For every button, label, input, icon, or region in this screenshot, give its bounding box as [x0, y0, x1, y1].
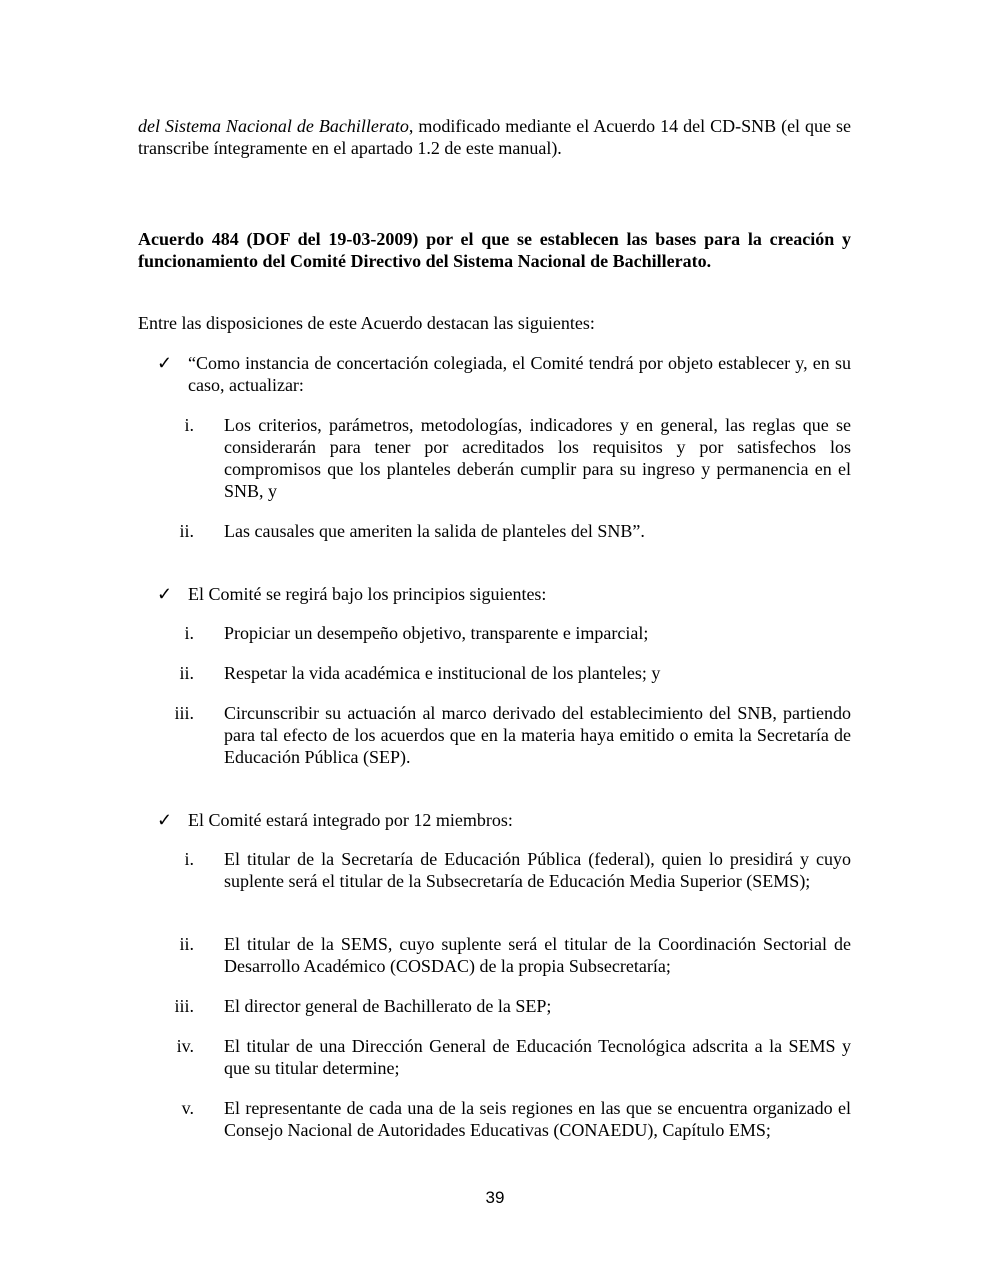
- list-item: [150, 622, 851, 644]
- check-item-text: El Comité se regirá bajo los principios siguientes:: [188, 584, 547, 604]
- check-item: [157, 352, 851, 396]
- list-item: [150, 995, 851, 1017]
- intro-text: , modificado mediante el Acuerdo 14 del CD-SNB (el que se transcribe íntegramente en el apartado 1.2 de este manual).: [138, 116, 851, 158]
- list-item: [150, 848, 851, 892]
- item-text: Las causales que ameriten la salida de planteles del SNB”.: [224, 521, 645, 541]
- item-number: v.: [181, 1098, 194, 1118]
- item-text: El titular de una Dirección General de Educación Tecnológica adscrita a la SEMS y que su titular determine;: [224, 1036, 851, 1078]
- checkmark-icon: ✓: [157, 353, 173, 373]
- list-item: [150, 520, 851, 542]
- list-item: [150, 1097, 851, 1141]
- item-text: Circunscribir su actuación al marco derivado del establecimiento del SNB, partiendo para tal efecto de los acuerdos que en la materia haya emitido o emita la Secretaría de Educación Pública (SEP).: [224, 703, 851, 767]
- item-text: El director general de Bachillerato de la SEP;: [224, 996, 552, 1016]
- checkmark-icon: ✓: [157, 810, 173, 830]
- item-number: iv.: [176, 1036, 194, 1056]
- section-heading: Acuerdo 484 (DOF del 19-03-2009) por el que se establecen las bases para la creación y funcionamiento del Comité Directivo del Sistema Nacional de Bachillerato.: [138, 229, 851, 271]
- checkmark-icon: ✓: [157, 584, 173, 604]
- item-text: Respetar la vida académica e institucional de los planteles; y: [224, 663, 661, 683]
- item-number: ii.: [179, 934, 194, 954]
- item-number: iii.: [174, 703, 194, 723]
- item-number: i.: [184, 849, 194, 869]
- check-item-text: “Como instancia de concertación colegiada, el Comité tendrá por objeto establecer y, en su caso, actualizar:: [188, 353, 851, 395]
- intro-italic: del Sistema Nacional de Bachillerato: [138, 116, 409, 136]
- lead-paragraph: Entre las disposiciones de este Acuerdo destacan las siguientes:: [138, 313, 595, 333]
- intro-paragraph: [138, 115, 851, 159]
- list-item: [150, 414, 851, 502]
- list-item: [150, 933, 851, 977]
- list-item: [150, 1035, 851, 1079]
- list-item: [150, 702, 851, 768]
- item-number: i.: [184, 415, 194, 435]
- check-item: [157, 583, 851, 605]
- item-number: ii.: [179, 663, 194, 683]
- item-text: El titular de la Secretaría de Educación Pública (federal), quien lo presidirá y cuyo suplente será el titular de la Subsecretaría de Educación Media Superior (SEMS);: [224, 849, 851, 891]
- list-item: [150, 662, 851, 684]
- check-item-text: El Comité estará integrado por 12 miembros:: [188, 810, 513, 830]
- item-text: El titular de la SEMS, cuyo suplente será el titular de la Coordinación Sectorial de Desarrollo Académico (COSDAC) de la propia Subsecretaría;: [224, 934, 851, 976]
- item-text: Los criterios, parámetros, metodologías, indicadores y en general, las reglas que se considerarán para tener por acreditados los requisitos y por satisfechos los compromisos que los planteles deberán cumplir para su ingreso y permanencia en el SNB, y: [224, 415, 851, 501]
- item-number: i.: [184, 623, 194, 643]
- check-item: [157, 809, 851, 831]
- item-text: Propiciar un desempeño objetivo, transparente e imparcial;: [224, 623, 649, 643]
- item-number: ii.: [179, 521, 194, 541]
- page-number: 39: [485, 1188, 505, 1207]
- item-text: El representante de cada una de la seis regiones en las que se encuentra organizado el Consejo Nacional de Autoridades Educativas (CONAEDU), Capítulo EMS;: [224, 1098, 851, 1140]
- item-number: iii.: [174, 996, 194, 1016]
